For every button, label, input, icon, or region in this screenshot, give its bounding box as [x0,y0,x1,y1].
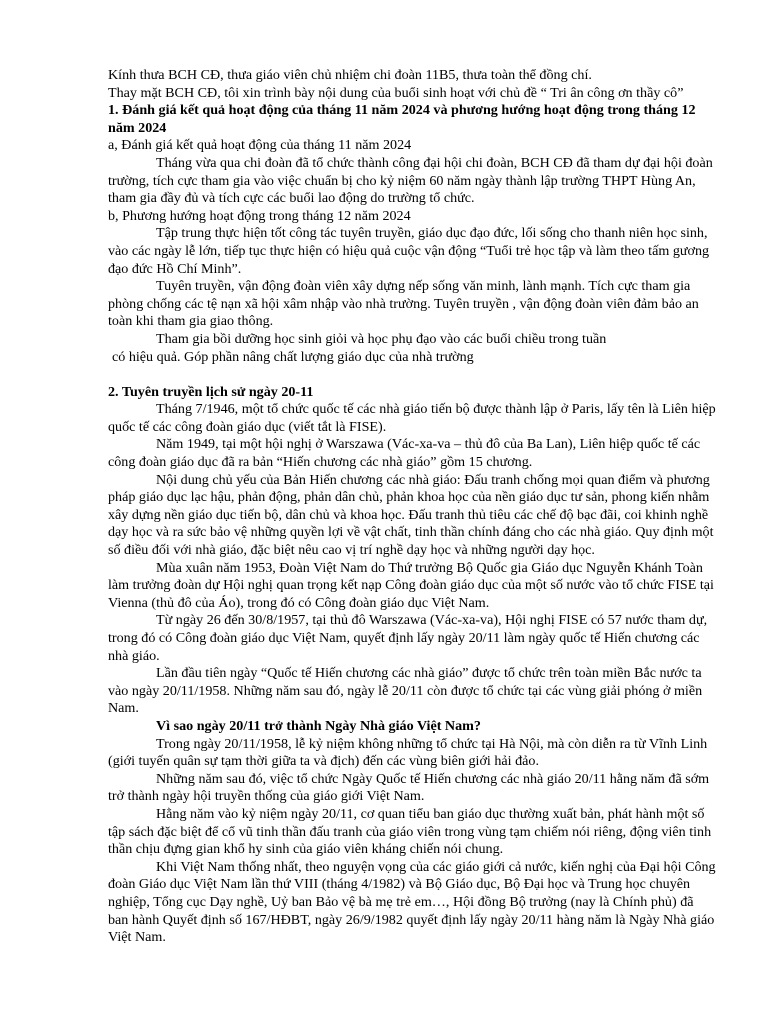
paragraph-history-5: Từ ngày 26 đến 30/8/1957, tại thủ đô Warszawa (Vác-xa-va), Hội nghị FISE có 57 nước tham dự, trong đó có Công đoàn giáo dục Việt Nam, quyết định lấy ngày 20/11 làm ngày quốc tế Hiến chương các nhà giáo. [108,612,708,664]
paragraph-history-1: Tháng 7/1946, một tổ chức quốc tế các nhà giáo tiến bộ được thành lập ở Paris, lấy tên là Liên hiệp quốc tế các công đoàn giáo dục (viết tắt là FISE). [108,401,716,435]
paragraph-december-plan-2: Tuyên truyền, vận động đoàn viên xây dựng nếp sống văn minh, lành mạnh. Tích cực tham gia phòng chống các tệ nạn xã hội xâm nhập vào nhà trường. Tuyên truyền , vận động đoàn viên đảm bảo an toàn khi tham gia giao thông. [108,278,699,330]
intro-topic: Thay mặt BCH CĐ, tôi xin trình bày nội dung của buổi sinh hoạt với chủ đề “ Tri ân công ơn thầy cô” [108,84,684,101]
paragraph-december-plan-3b: có hiệu quả. Góp phần nâng chất lượng giáo dục của nhà trường [112,348,474,365]
subsection-a-heading: a, Đánh giá kết quả hoạt động của tháng 11 năm 2024 [108,137,412,154]
paragraph-why-1: Trong ngày 20/11/1958, lễ kỷ niệm không những tổ chức tại Hà Nội, mà còn diễn ra từ Vĩnh Linh (giới tuyến quân sự tạm thời giữa ta và địch) đến các vùng biên giới hải đảo. [108,735,708,770]
blank-line [108,366,716,384]
section-1-heading: 1. Đánh giá kết quả hoạt động của tháng 11 năm 2024 và phương hướng hoạt động trong tháng 12 năm 2024 [108,102,696,136]
paragraph-why-3: Hằng năm vào kỷ niệm ngày 20/11, cơ quan tiểu ban giáo dục thường xuất bản, phát hành một số tập sách đặc biệt để cổ vũ tinh thần đấu tranh của giáo viên trong vùng tạm chiếm nói riêng, động viên tinh thần chịu đựng gian khổ hy sinh của giáo viên kháng chiến nói chung. [108,805,712,858]
paragraph-why-4: Khi Việt Nam thống nhất, theo nguyện vọng của các giáo giới cả nước, kiến nghị của Đại hội Công đoàn Giáo dục Việt Nam lần thứ VIII (tháng 4/1982) và Bộ Giáo dục, Bộ Đại học và Trung học chuyên nghiệp, Tổng cục Dạy nghề, Uỷ ban Bảo vệ bà mẹ trẻ em…, Hội đồng Bộ trưởng (nay là Chính phủ) đã ban hành Quyết định số 167/HĐBT, ngày 26/9/1982 quyết định lấy ngày 20/11 hàng năm là Ngày Nhà giáo Việt Nam. [108,858,716,946]
section-2-heading: 2. Tuyên truyền lịch sử ngày 20-11 [108,383,314,400]
paragraph-why-2: Những năm sau đó, việc tổ chức Ngày Quốc tế Hiến chương các nhà giáo 20/11 hằng năm đã sớm trở thành ngày hội truyền thống của giáo giới Việt Nam. [108,770,710,805]
section-3-heading: Vì sao ngày 20/11 trở thành Ngày Nhà giáo Việt Nam? [156,717,481,734]
paragraph-history-4: Mùa xuân năm 1953, Đoàn Việt Nam do Thứ trưởng Bộ Quốc gia Giáo dục Nguyễn Khánh Toàn làm trưởng đoàn dự Hội nghị quan trọng kết nạp Công đoàn giáo dục của một số nước vào tổ chức FISE tại Vienna (thủ đô của Áo), trong đó có Công đoàn giáo dục Việt Nam. [108,559,714,611]
paragraph-december-plan-1: Tập trung thực hiện tốt công tác tuyên truyền, giáo dục đạo đức, lối sống cho thanh niên học sinh, vào các ngày lễ lớn, tiếp tục thực hiện có hiệu quả cuộc vận động “Tuổi trẻ học tập và làm theo tấm gương đạo đức Hồ Chí Minh”. [108,225,710,277]
paragraph-history-2: Năm 1949, tại một hội nghị ở Warszawa (Vác-xa-va – thủ đô của Ba Lan), Liên hiệp quốc tế các công đoàn giáo dục đã ra bản “Hiến chương các nhà giáo” gồm 15 chương. [108,436,701,471]
subsection-b-heading: b, Phương hướng hoạt động trong tháng 12 năm 2024 [108,207,411,224]
paragraph-history-6: Lần đầu tiên ngày “Quốc tế Hiến chương các nhà giáo” được tổ chức trên toàn miền Bắc nước ta vào ngày 20/11/1958. Những năm sau đó, ngày lễ 20/11 còn được tổ chức tại các vùng giải phóng ở miền Nam. [108,665,703,717]
intro-greeting: Kính thưa BCH CĐ, thưa giáo viên chủ nhiệm chi đoàn 11B5, thưa toàn thể đồng chí. [108,67,592,83]
paragraph-history-3: Nội dung chủ yếu của Bản Hiến chương các nhà giáo: Đấu tranh chống mọi quan điểm và phương pháp giáo dục lạc hậu, phản động, phản dân chủ, phản khoa học của nền giáo dục tư sản, phong kiến nhằm xây dựng nền giáo dục tiến bộ, dân chủ và khoa học. Đấu tranh thủ tiêu các chế độ bạc đãi, coi khinh nghề dạy học và ra sức bảo vệ những quyền lợi về vật chất, tinh thần chính đáng cho các nhà giáo. Quy định một số điều đối với nhà giáo, đặc biệt nêu cao vị trí nghề dạy học và những người dạy học. [108,471,714,559]
paragraph-november-review: Tháng vừa qua chi đoàn đã tổ chức thành công đại hội chi đoàn, BCH CĐ đã tham dự đại hội đoàn trường, tích cực tham gia vào việc chuẩn bị cho kỷ niệm 60 năm ngày thành lập trường THPT Hùng An, tham gia đầy đủ và tích cực các buổi lao động do trường tổ chức. [108,154,713,207]
paragraph-december-plan-3a: Tham gia bồi dưỡng học sinh giỏi và học phụ đạo vào các buổi chiều trong tuần [156,330,607,347]
